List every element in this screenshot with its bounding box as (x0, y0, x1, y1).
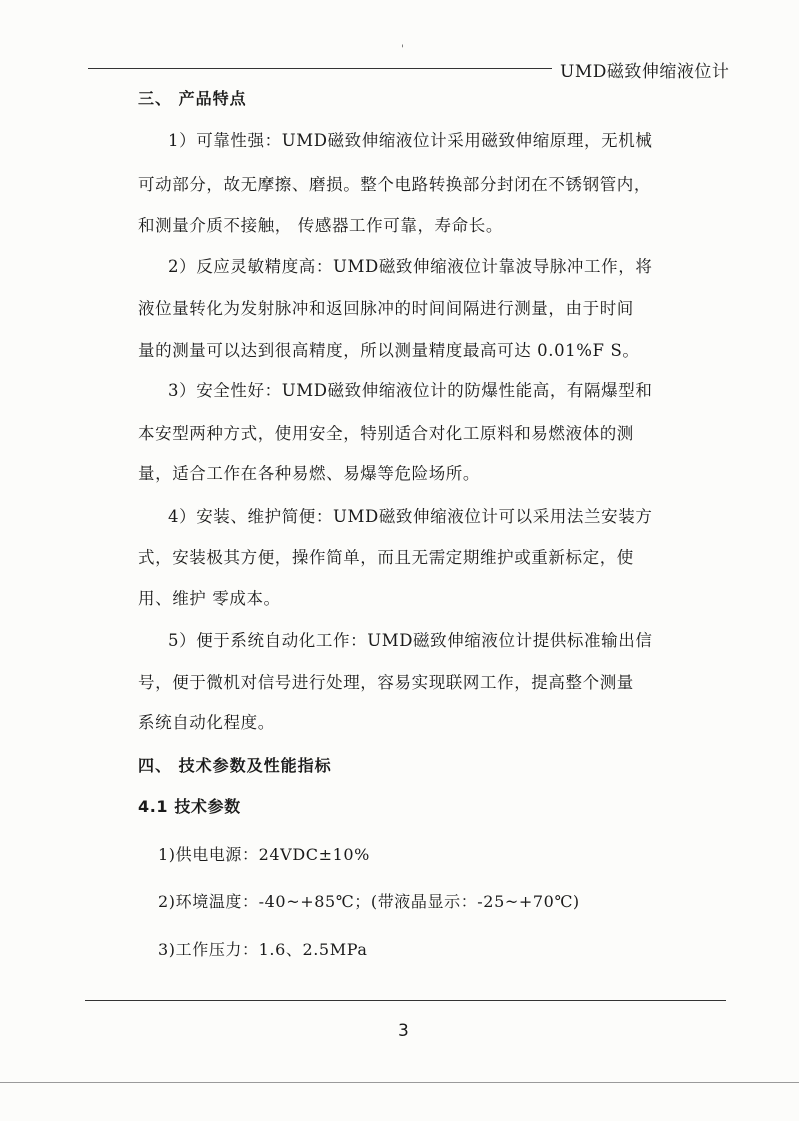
param-power-supply: 1)供电电源：24VDC±10% (158, 845, 370, 864)
feature-3-line-3: 量，适合工作在各种易燃、易爆等危险场所。 (138, 464, 480, 483)
feature-5-line-2: 号，便于微机对信号进行处理，容易实现联网工作，提高整个测量 (138, 673, 634, 692)
scan-edge-line (0, 1082, 799, 1083)
section-3-heading: 三、 产品特点 (138, 89, 247, 108)
param-working-pressure: 3)工作压力：1.6、2.5MPa (158, 940, 368, 959)
feature-1-line-3: 和测量介质不接触， 传感器工作可靠，寿命长。 (138, 216, 503, 235)
feature-3-line-2: 本安型两种方式，使用安全，特别适合对化工原料和易燃液体的测 (138, 424, 634, 443)
section-4-1-subheading: 4.1 技术参数 (138, 797, 241, 816)
feature-5-line-1: 5）便于系统自动化工作：UMD磁致伸缩液位计提供标准输出信 (168, 631, 653, 650)
feature-5-line-3: 系统自动化程度。 (138, 713, 275, 732)
page-number: 3 (398, 1021, 409, 1041)
feature-4-line-1: 4）安装、维护简便：UMD磁致伸缩液位计可以采用法兰安装方 (168, 507, 653, 526)
feature-1-line-2: 可动部分，故无摩擦、磨损。整个电路转换部分封闭在不锈钢管内， (138, 175, 651, 194)
feature-2-line-1: 2）反应灵敏精度高：UMD磁致伸缩液位计靠波导脉冲工作，将 (168, 257, 653, 276)
feature-1-line-1: 1）可靠性强：UMD磁致伸缩液位计采用磁致伸缩原理，无机械 (168, 131, 653, 150)
param-ambient-temperature: 2)环境温度：-40~+85℃；(带液晶显示：-25~+70℃) (158, 892, 580, 911)
section-4-heading: 四、 技术参数及性能指标 (138, 756, 332, 775)
header-title: UMD磁致伸缩液位计 (560, 62, 730, 82)
feature-4-line-3: 用、维护 零成本。 (138, 589, 281, 608)
feature-2-line-3: 量的测量可以达到很高精度，所以测量精度最高可达 0.01%F S。 (138, 341, 640, 360)
header-rule (88, 68, 552, 69)
scan-speck: ' (401, 44, 404, 55)
footer-rule (85, 1000, 726, 1001)
feature-3-line-1: 3）安全性好：UMD磁致伸缩液位计的防爆性能高，有隔爆型和 (168, 381, 653, 400)
feature-4-line-2: 式，安装极其方便，操作简单，而且无需定期维护或重新标定，使 (138, 548, 634, 567)
feature-2-line-2: 液位量转化为发射脉冲和返回脉冲的时间间隔进行测量，由于时间 (138, 299, 634, 318)
